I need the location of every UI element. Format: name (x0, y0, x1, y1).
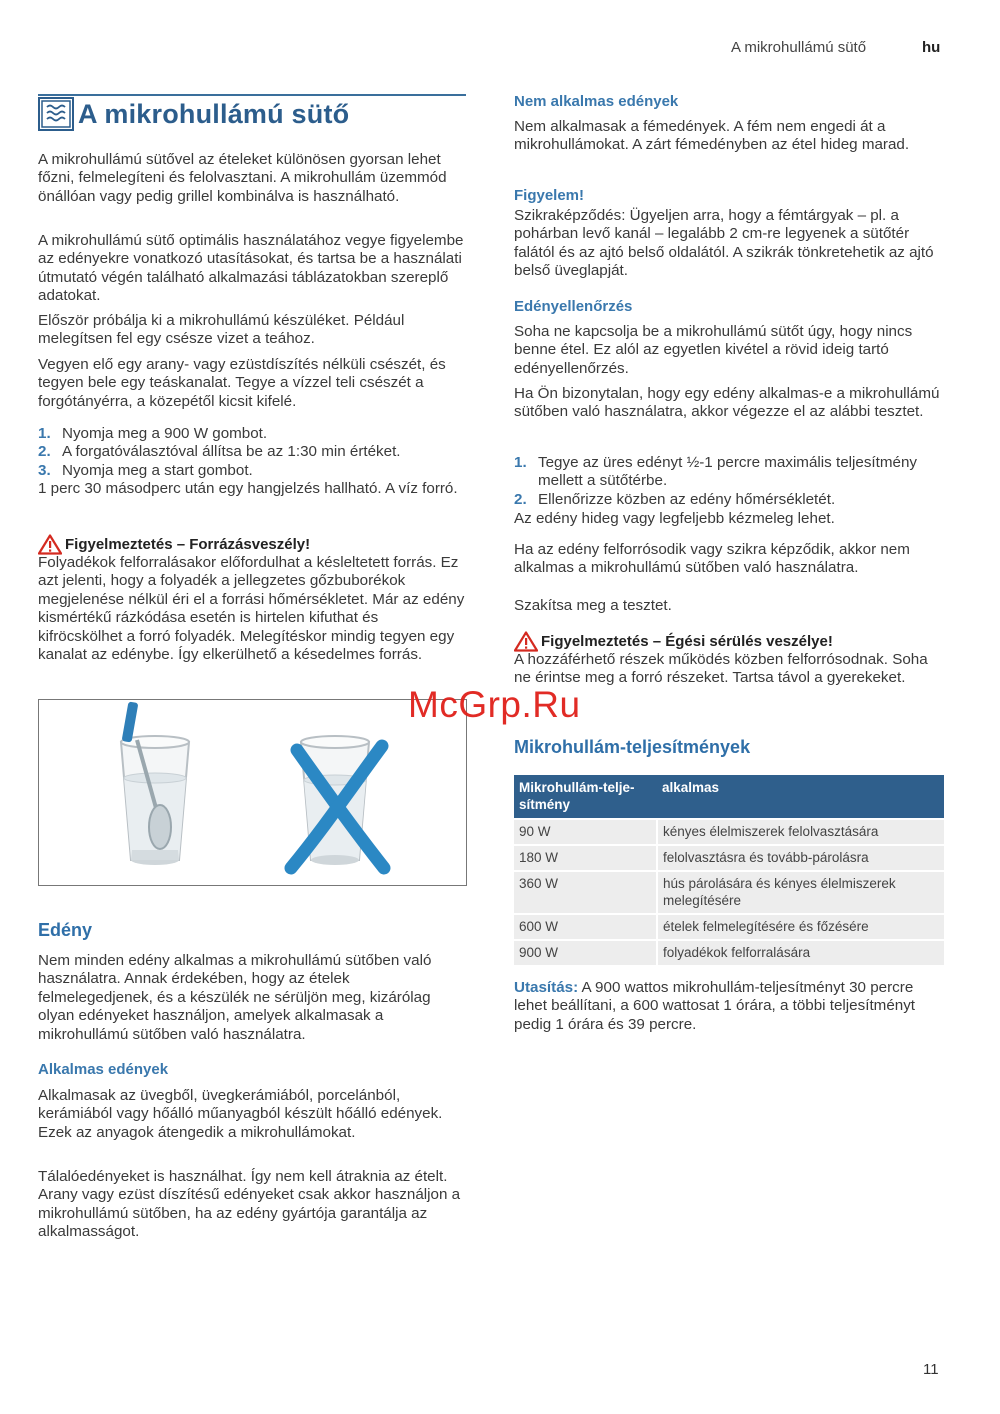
nem-alkalmas-text: Nem alkalmasak a fémedények. A fém nem engedi át a mikrohullámokat. A zárt fémedényben az étel hideg marad. (514, 118, 910, 154)
header-language: hu (922, 39, 941, 56)
column-header-suitable: alkalmas (657, 775, 944, 819)
test-steps (38, 425, 466, 480)
power-cell: 360 W (514, 871, 657, 914)
step-text: Nyomja meg a start gombot. (62, 461, 253, 479)
list-item (38, 425, 466, 443)
figyelem-text: Szikraképződés: Ügyeljen arra, hogy a fémtárgyak – pl. a pohárban levő kanál – legalább 2 cm-re legyenek a sütőtér falától és az ajtó belső oldalától. A szikrák tönkretehetik az ajtó belső üveglapját. (514, 207, 934, 280)
step-number: 2. (38, 443, 51, 461)
step-text: Ellenőrizze közben az edény hőmérsékletét. (538, 490, 836, 508)
usage-cell: felolvasztásra és tovább-párolásra (657, 845, 944, 871)
scald-warning-text: Folyadékok felforralásakor előfordulhat a késleltetett forrás. Ez azt jelenti, hogy a folyadék a jellegzetes gőzbuborékok megjelenése nélkül éri el a forrási hőmérsékletet. Már az edény kismértékű rázkódása esetén is hirtelen kifuthat és kifröcskölhet a forró folyadék. Melegítéskor mindig tegyen egy kanalat az edénybe. Így elkerülhető a késedelmes forrás. (38, 554, 465, 664)
list-item (38, 462, 466, 480)
intro-paragraph-1: A mikrohullámú sütővel az ételeket különösen gyorsan lehet főzni, felmelegíteni és felolvasztani. A mikrohullám üzemmód önállóan vagy pedig grillel kombinálva is használható. (38, 151, 447, 205)
spoon-in-glass-illustration (38, 699, 467, 886)
dish-test-result: Az edény hideg vagy legfeljebb kézmeleg lehet. (514, 510, 835, 527)
note-text: A 900 wattos mikrohullám-teljesítményt 30 percre lehet beállítani, a 600 wattosat 1 órára, a többi teljesítményt pedig 1 órára és 39 percre. (514, 979, 916, 1033)
edenyellenorzes-heading: Edényellenőrzés (514, 298, 633, 315)
intro-paragraph-4: Vegyen elő egy arany- vagy ezüstdíszítés nélküli csészét, és tegyen bele egy teáskanalat. Tegye a vízzel teli csészét a forgótányérra, a közepétől kicsit kifelé. (38, 356, 446, 410)
power-note (514, 979, 944, 1034)
step-number: 2. (514, 490, 527, 508)
list-item (514, 454, 944, 491)
page-title (38, 97, 349, 131)
power-cell: 600 W (514, 914, 657, 940)
step-number: 1. (38, 425, 51, 442)
microwave-icon (38, 97, 74, 131)
edeny-heading: Edény (38, 920, 93, 940)
power-cell: 90 W (514, 819, 657, 845)
table-header-row (514, 775, 944, 819)
list-item (514, 491, 944, 509)
edeny-text: Nem minden edény alkalmas a mikrohullámú sütőben való használatra. Annak érdekében, hogy az ételek felmelegedjenek, és a készülék ne sérüljön meg, kizárólag olyan edényeket használjon, amelyek alkalmasak a mikrohullámú sütőben való használatra. (38, 952, 432, 1043)
glass-figure-graphic (39, 700, 467, 886)
alkalmas-heading: Alkalmas edények (38, 1061, 169, 1078)
usage-cell: hús párolására és kényes élelmiszerek melegítésére (657, 871, 944, 914)
microwave-power-table (514, 775, 944, 965)
note-label: Utasítás: (514, 979, 579, 996)
usage-cell: folyadékok felforralására (657, 940, 944, 965)
usage-cell: kényes élelmiszerek felolvasztására (657, 819, 944, 845)
list-item (38, 443, 466, 461)
step-number: 1. (514, 454, 527, 471)
table-row (514, 940, 944, 965)
usage-cell: ételek felmelegítésére és főzésére (657, 914, 944, 940)
main-heading: A mikrohullámú sütő (78, 98, 350, 129)
alkalmas-text-1: Alkalmasak az üvegből, üvegkerámiából, porcelánból, kerámiából vagy hőálló műanyagból készült hőálló edények. Ezek az anyagok átengedik a mikrohullámokat. (38, 1087, 443, 1141)
table-row (514, 819, 944, 845)
table-row (514, 871, 944, 914)
step-number: 3. (38, 461, 51, 479)
burn-warning-title (514, 631, 833, 652)
warning-triangle-icon (514, 631, 538, 652)
hot-dish-text: Ha az edény felforrósodik vagy szikra képződik, akkor nem alkalmas a mikrohullámú sütőben való használatra. (514, 541, 910, 577)
alkalmas-text-2: Tálalóedényeket is használhat. Így nem kell átraknia az ételt. Arany vagy ezüst díszítésű edényeket csak akkor használjon a mikrohullámú sütőben, ha az edény gyártója garantálja az alkalmasságot. (38, 1168, 461, 1241)
edenyellenorzes-text-1: Soha ne kapcsolja be a mikrohullámú sütőt úgy, hogy nincs benne étel. Ez alól az egyetlen kivétel a rövid ideig tartó edényellenőrzés. (514, 323, 913, 377)
title-rule (38, 94, 466, 96)
warning-triangle-icon (38, 534, 62, 555)
intro-paragraph-3: Először próbálja ki a mikrohullámú készüléket. Például melegítsen fel egy csésze vizet a teához. (38, 312, 405, 348)
power-table-heading: Mikrohullám-teljesítmények (514, 737, 751, 757)
power-cell: 900 W (514, 940, 657, 965)
intro-paragraph-2: A mikrohullámú sütő optimális használatához vegye figyelembe az edényekre vonatkozó utasításokat, és tartsa be a használati útmutató végén található alkalmazási táblázatokban szereplő adatokat. (38, 232, 464, 305)
abort-test-text: Szakítsa meg a tesztet. (514, 597, 672, 614)
column-header-power: Mikrohullám-telje-sítmény (514, 775, 657, 819)
watermark: McGrp.Ru (408, 684, 581, 725)
dish-test-steps (514, 454, 944, 509)
steps-result: 1 perc 30 másodperc után egy hangjelzés hallható. A víz forró. (38, 480, 458, 497)
warning-title-text: Figyelmeztetés – Forrázásveszély! (65, 536, 311, 553)
header-title: A mikrohullámú sütő (731, 39, 867, 56)
power-cell: 180 W (514, 845, 657, 871)
figyelem-heading: Figyelem! (514, 187, 585, 204)
table-row (514, 845, 944, 871)
step-text: Tegye az üres edényt ½-1 percre maximális teljesítmény mellett a sütőtérbe. (538, 454, 918, 490)
edenyellenorzes-text-2: Ha Ön bizonytalan, hogy egy edény alkalmas-e a mikrohullámú sütőben való használatra, akkor végezze el az alábbi tesztet. (514, 385, 940, 421)
step-text: Nyomja meg a 900 W gombot. (62, 425, 268, 442)
warning-title-text: Figyelmeztetés – Égési sérülés veszélye! (541, 633, 833, 650)
scald-warning-title (38, 534, 310, 555)
nem-alkalmas-heading: Nem alkalmas edények (514, 93, 679, 110)
step-text: A forgatóválasztóval állítsa be az 1:30 min értéket. (62, 443, 401, 461)
table-row (514, 914, 944, 940)
burn-warning-text: A hozzáférhető részek működés közben felforrósodnak. Soha ne érintse meg a forró részeket. Tartsa távol a gyerekeket. (514, 651, 928, 687)
page-number: 11 (923, 1361, 939, 1378)
